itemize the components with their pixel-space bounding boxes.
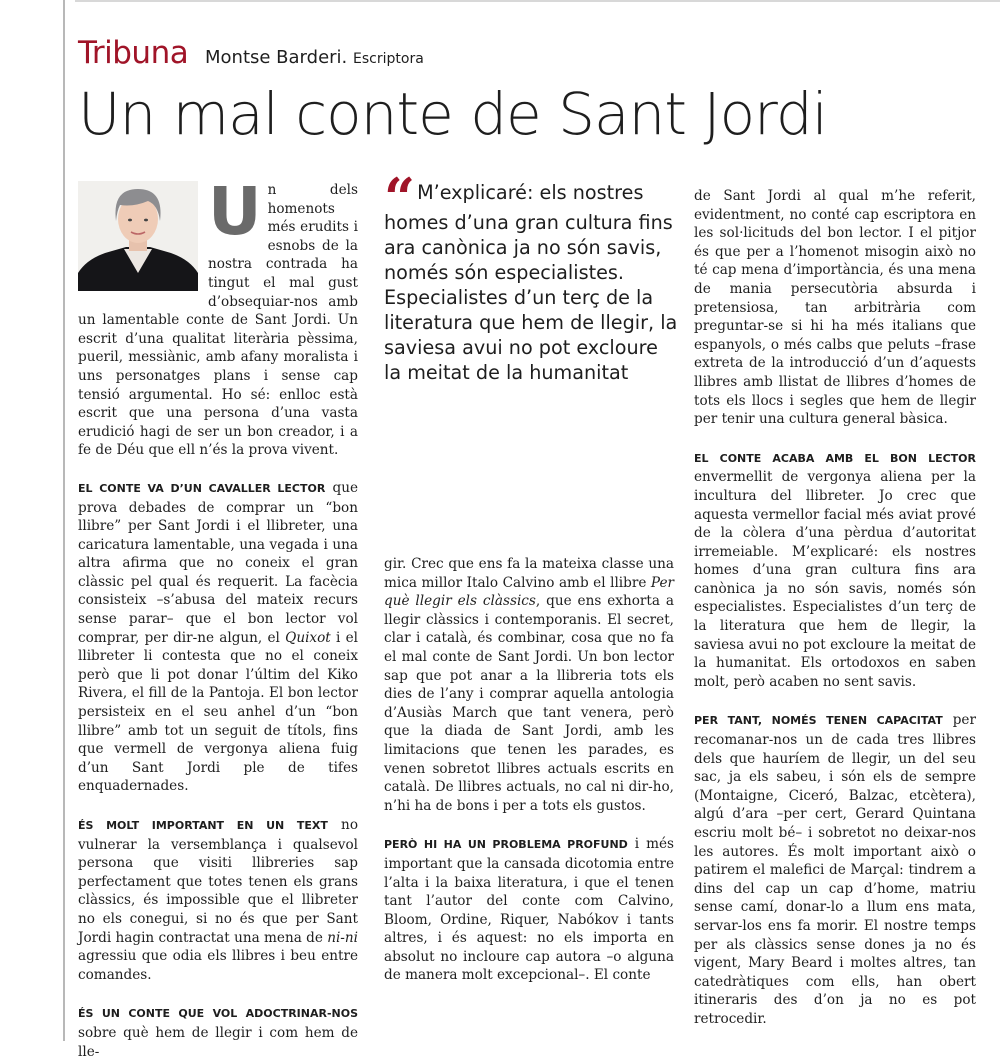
author-portrait-image (78, 181, 198, 291)
paragraph: PER TANT, NOMÉS TENEN CAPACITAT per recomanar-nos un de cada tres llibres dels que hauríem de llegir, un del seu sac, ja els sabeu, i són els de sempre (Montaigne, Ciceró, Balzac, etcètera), algú d’ara –per cert, Gerard Quintana escriu molt bé– i sobretot no deixar-nos les autores. És molt important això o patirem el malefici de Marçal: tindrem a dins del cap un cap d’home, matriu sense camí, donar-lo a llum ens mata, servar-los ens fa morir. El nostre temps per als clàssics sense dones ja no és vigent, Mary Beard i moltes altres, tan catedràtiques com ells, han obert itineraris des d’on ja no es pot retrocedir. (694, 712, 976, 1027)
article-column-3 (694, 187, 976, 1029)
drop-cap: U (208, 173, 262, 250)
paragraph: ÉS UN CONTE QUE VOL ADOCTRINAR-NOS sobre què hem de llegir i com hem de lle- (78, 1007, 358, 1060)
section-label: Tribuna (78, 35, 189, 71)
byline (205, 46, 424, 71)
paragraph: gir. Crec que ens fa la mateixa classe una mica millor Italo Calvino amb el llibre Per què llegir els clàssics, que ens exhorta a llegir clàssics i contemporanis. El secret, clar i català, és combinar, cosa que no fa el mal conte de Sant Jordi. Un bon lector sap que pot anar a la llibreria tots els dies de l’any i comprar aquella antologia d’Ausiàs March que tant venera, però que la diada de Sant Jordi, amb les limitacions que tenen les parades, es venen sobretot llibres actuals escrits en català. De llibres actuals, no cal ni dir-ho, n’hi ha de bons i per a tots els gustos. (384, 556, 675, 814)
paragraph: PERÒ HI HA UN PROBLEMA PROFUND i més important que la cansada dicotomia entre l’alta i la baixa literatura, i que el tenen tant l’autor del conte com Calvino, Bloom, Ordine, Riquer, Nabókov i tants altres, i és aquest: no els importa en absolut no incloure cap autora –o alguna de manera molt excepcional–. El conte (384, 836, 674, 984)
paragraph: de Sant Jordi al qual m’he referit, evidentment, no conté cap escriptora en les sol·licituds del bon lector. I el pitjor és que per a l’homenot misogin això no té cap mena d’importància, és una mena de mania persecutòria absurda i pretensiosa, tan arbitrària com preguntar-se si hi ha més italians que espanyols, o més calbs que peluts –frase extreta de la introducció d’un d’aquests llibres amb llistat de llibres d’homes de tots els llocs i segles que hem de llegir per tenir una cultura general bàsica. (694, 188, 976, 428)
paragraph: ÉS MOLT IMPORTANT EN UN TEXT no vulnerar la versemblança i qualsevol persona que visiti llibreries sap perfectament que totes tenen els grans clàssics, és impossible que el llibreter no els conegui, si no és que per Sant Jordi hagin contractat una mena de ni-ni agressiu que odia els llibres i beu entre comandes. (78, 817, 359, 983)
author-photo (78, 181, 198, 291)
pull-quote: “ M’explicaré: els nostres homes d’una gran cultura fins ara canònica ja no són savis, només són especialistes. Especialistes d’un terç de la literatura que hem de llegir, la saviesa avui no pot excloure la meitat de la humanitat (384, 166, 678, 384)
author-name: Montse Barderi. (205, 47, 348, 68)
headline: Un mal conte de Sant Jordi (78, 80, 827, 148)
article-column-2 (384, 555, 674, 985)
article-column-1 (78, 173, 359, 1061)
header-rule (75, 0, 1000, 2)
author-role: Escriptora (353, 51, 424, 67)
intro-paragraph: Un dels homenots més erudits i esnobs de la nostra contrada ha tingut el mal gust d’obsequiar-nos amb un lamentable conte de Sant Jordi. Un escrit d’una qualitat literària pèssima, pueril, messiànic, amb afany moralista i uns personatges plans i sense cap tensió argumental. Ho sé: enlloc està escrit que una persona d’una vasta erudició hagi de ser un bon creador, i a fe de Déu que ell n’és la prova vivent. (78, 173, 358, 459)
paragraph: EL CONTE ACABA AMB EL BON LECTOR envermellit de vergonya aliena per la incultura del llibreter. Jo crec que aquesta vermellor facial més aviat prové de la còlera d’una pèrdua d’autoritat irremeiable. M’explicaré: els nostres homes d’una gran cultura fins ara canònica ja no són savis, només són especialistes. Especialistes d’un terç de la literatura que hem de llegir, la saviesa avui no pot excloure la meitat de la humanitat. Els ortodoxos en saben molt, però acaben no sent savis. (694, 451, 976, 690)
quote-mark-icon: “ (384, 166, 416, 230)
page-margin-rule (63, 0, 65, 1041)
paragraph: EL CONTE VA D’UN CAVALLER LECTOR que prova debades de comprar un “bon llibre” per Sant Jordi i el llibreter, una caricatura lamentable, una vegada i una altra afirma que no coneix el gran clàssic pel qual és requerit. La facècia consisteix –s’abusa del mateix recurs sense parar– que el bon lector vol comprar, per dir-ne algun, el Quixot i el llibreter li contesta que no el coneix però que li pot donar l’últim del Kiko Rivera, el fill de la Pantoja. El bon lector persisteix en el seu anhel d’un “bon llibre” amb tot un seguit de títols, fins que vermell de vergonya aliena fuig d’un Sant Jordi ple de tifes enquadernades. (78, 479, 358, 795)
